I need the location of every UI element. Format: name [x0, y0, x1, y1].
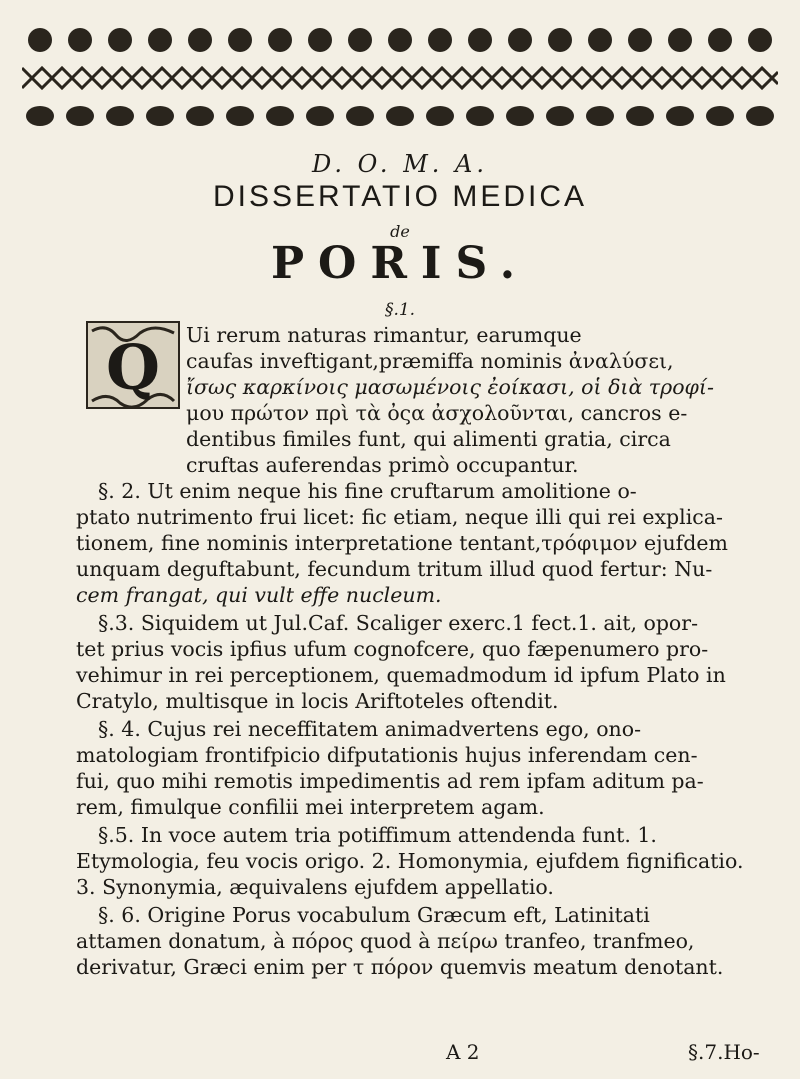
ornament-row-top [28, 28, 772, 52]
catchword: §.7.Ho- [688, 1040, 760, 1064]
dedication-abbreviation: D. O. M. A. [312, 150, 488, 178]
text-line: cem frangat, qui vult effe nucleum. [76, 583, 442, 607]
text-line: dentibus fimiles funt, qui alimenti gratia, circa [186, 427, 671, 451]
text-line: caufas inveftigant,præmiffa nominis ἀναλύσει, [186, 349, 674, 373]
text-line: fui, quo mihi remotis impedimentis ad rem ipfam aditum pa- [76, 769, 704, 793]
ornament-row-middle [22, 68, 778, 88]
text-line: Ui rerum naturas rimantur, earumque [186, 323, 582, 347]
text-line: cruftas auferendas primò occupantur. [186, 453, 579, 477]
text-line: ptato nutrimento frui licet: fic etiam, neque illi qui rei explica- [76, 505, 723, 529]
ornament-row-bottom [26, 106, 774, 126]
text-line: derivatur, Græci enim per τ πόρον quemvis meatum denotant. [76, 955, 724, 979]
text-line: μου πρώτον πρὶ τὰ ὀςα ἀσχολοῦνται, cancros e- [186, 401, 688, 425]
text-line: matologiam frontifpicio difputationis hujus inferendam cen- [76, 743, 698, 767]
dissertation-subject: PORIS. [270, 238, 530, 289]
section-1-label: §.1. [384, 300, 416, 320]
text-line: rem, fimulque confilii mei interpretem agam. [76, 795, 545, 819]
text-line: ἴσως καρκίνοις μασωμένοις ἐοίκασι, οἱ διὰ τροφί- [186, 375, 714, 399]
title-preposition: de [390, 222, 410, 241]
text-line: §. 2. Ut enim neque his fine cruftarum amolitione o- [98, 479, 637, 503]
decorative-ornament-band [22, 18, 778, 138]
text-line: 3. Synonymia, æquivalens ejufdem appellatio. [76, 875, 554, 899]
text-line: vehimur in rei perceptionem, quemadmodum id ipfum Plato in [76, 663, 726, 687]
text-line: §. 4. Cujus rei neceffitatem animadvertens ego, ono- [98, 717, 642, 741]
dissertation-title: DISSERTATIO MEDICA [212, 180, 588, 213]
decorated-initial-q [86, 321, 180, 409]
signature-mark: A 2 [446, 1040, 480, 1064]
text-line: attamen donatum, à πόρος quod à πείρω tranfeo, tranfmeo, [76, 929, 695, 953]
text-line: §.3. Siquidem ut Jul.Caf. Scaliger exerc.1 fect.1. ait, opor- [98, 611, 699, 635]
text-line: Etymologia, feu vocis origo. 2. Homonymia, ejufdem fignificatio. [76, 849, 744, 873]
text-line: Cratylo, multisque in locis Ariftoteles oftendit. [76, 689, 559, 713]
text-line: §.5. In voce autem tria potiffimum attendenda funt. 1. [98, 823, 657, 847]
text-line: §. 6. Origine Porus vocabulum Græcum eft, Latinitati [98, 903, 650, 927]
text-line: unquam deguftabunt, fecundum tritum illud quod fertur: Nu- [76, 557, 713, 581]
text-line: tionem, fine nominis interpretatione tentant,τρόφιμον ejufdem [76, 531, 728, 555]
text-line: tet prius vocis ipfius ufum cognofcere, quo fæpenumero pro- [76, 637, 709, 661]
initial-letter: Q [105, 331, 161, 404]
